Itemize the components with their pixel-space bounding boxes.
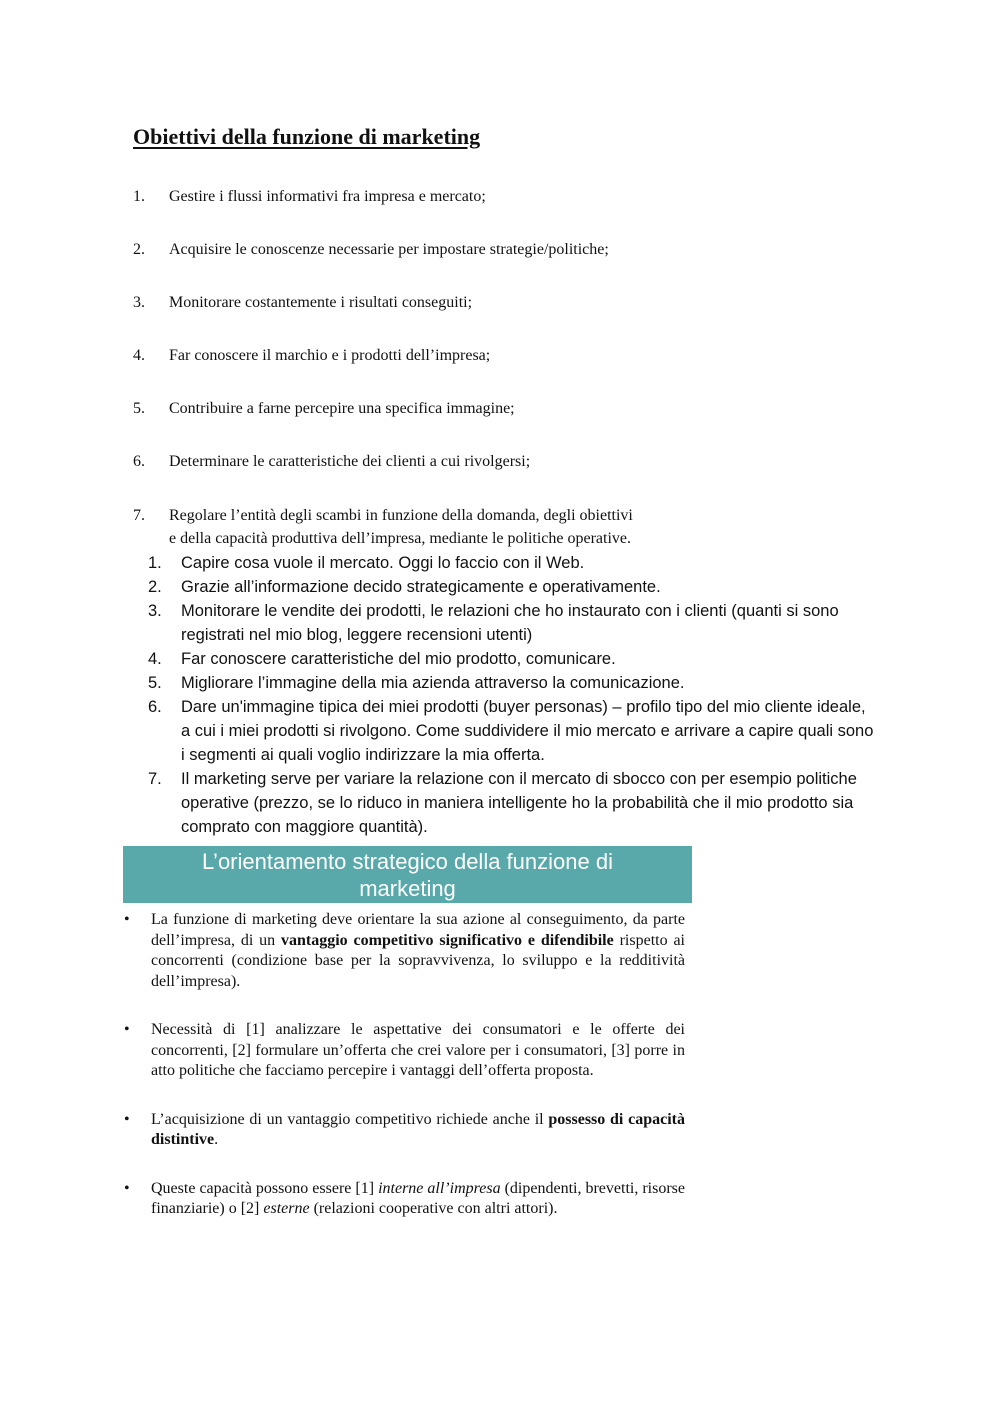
bullet-text: . xyxy=(214,1131,219,1148)
bullet-italic-text: interne all’impresa xyxy=(378,1179,501,1197)
objective-number: 6. xyxy=(133,453,145,470)
note-text: Migliorare l’immagine della mia azienda attraverso la comunicazione. xyxy=(181,674,685,692)
note-text: Grazie all’informazione decido strategicamente e operativamente. xyxy=(181,578,661,596)
bullet-item xyxy=(122,1179,685,1220)
note-item xyxy=(148,599,878,647)
objective-text: Gestire i flussi informativi fra impresa e mercato; xyxy=(169,188,486,205)
note-item xyxy=(148,575,878,599)
note-item xyxy=(148,671,878,695)
note-item xyxy=(148,551,878,575)
banner-title-line-1: L’orientamento strategico della funzione di xyxy=(202,849,613,874)
note-text: Dare un'immagine tipica dei miei prodotti (buyer personas) – profilo tipo del mio cliente ideale, a cui i miei prodotti si rivolgono. Come suddividere il mio mercato e arrivare a capire quali sono i segmenti ai quali voglio indirizzare la mia offerta. xyxy=(181,698,874,764)
objective-text: Acquisire le conoscenze necessarie per impostare strategie/politiche; xyxy=(169,241,609,258)
bullet-bold-text: vantaggio competitivo significativo e difendibile xyxy=(280,931,614,949)
note-number: 1. xyxy=(148,554,162,572)
bullet-item xyxy=(122,910,685,992)
note-number: 7. xyxy=(148,770,162,788)
objective-text-line-1: Regolare l’entità degli scambi in funzione della domanda, degli obiettivi xyxy=(169,507,633,524)
objective-number: 3. xyxy=(133,294,145,311)
bullet-list xyxy=(122,910,685,1248)
objective-item xyxy=(133,504,753,550)
objective-text: Monitorare costantemente i risultati conseguiti; xyxy=(169,294,473,311)
objective-number: 5. xyxy=(133,400,145,417)
note-number: 3. xyxy=(148,602,162,620)
bullet-text: Queste capacità possono essere [1] xyxy=(151,1179,379,1197)
note-text: Far conoscere caratteristiche del mio prodotto, comunicare. xyxy=(181,650,616,668)
objective-number: 7. xyxy=(133,507,145,524)
bullet-icon: • xyxy=(124,1179,130,1197)
note-text: Capire cosa vuole il mercato. Oggi lo faccio con il Web. xyxy=(181,554,585,572)
note-number: 5. xyxy=(148,674,162,692)
banner-title-line-2: marketing xyxy=(359,876,456,901)
note-item xyxy=(148,647,878,671)
bullet-bold-text: possesso di capacità distintive xyxy=(151,1110,685,1148)
bullet-text: (dipendenti, brevetti, risorse finanziarie) o [2] xyxy=(151,1179,686,1217)
note-text: Monitorare le vendite dei prodotti, le relazioni che ho instaurato con i clienti (quanti si sono registrati nel mio blog, leggere recensioni utenti) xyxy=(181,602,839,644)
bullet-text: L’acquisizione di un vantaggio competitivo richiede anche il xyxy=(151,1110,549,1128)
objective-text: Far conoscere il marchio e i prodotti dell’impresa; xyxy=(169,347,491,364)
bullet-icon: • xyxy=(124,1021,130,1038)
bullet-text: rispetto ai concorrenti (condizione base per la sopravvivenza, lo sviluppo e la redditività dell’impresa). xyxy=(151,931,685,990)
bullet-item xyxy=(122,1020,685,1082)
objective-number: 1. xyxy=(133,188,145,205)
note-number: 2. xyxy=(148,578,162,596)
note-number: 4. xyxy=(148,650,162,668)
objectives-list xyxy=(133,186,753,581)
bullet-item xyxy=(122,1110,685,1151)
objective-text: Contribuire a farne percepire una specifica immagine; xyxy=(169,400,515,417)
objective-number: 2. xyxy=(133,241,145,258)
objective-item xyxy=(133,398,753,420)
note-item xyxy=(148,767,878,839)
bullet-text: Necessità di [1] analizzare le aspettative dei consumatori e le offerte dei concorrenti, [2] formulare un’offerta che crei valore per i consumatori, [3] porre in atto politiche che facciamo percepire i vantaggi dell’offerta proposta. xyxy=(151,1021,685,1079)
objective-item xyxy=(133,345,753,367)
objective-item xyxy=(133,451,753,473)
note-item xyxy=(148,695,878,767)
section-banner xyxy=(123,846,692,903)
bullet-icon: • xyxy=(124,911,130,928)
notes-list xyxy=(148,551,878,839)
note-text: Il marketing serve per variare la relazione con il mercato di sbocco con per esempio politiche operative (prezzo, se lo riduco in maniera intelligente ho la probabilità che il mio prodotto sia comprato con maggiore quantità). xyxy=(181,770,857,836)
objective-item xyxy=(133,239,753,261)
objective-text-line-2: e della capacità produttiva dell’impresa, mediante le politiche operative. xyxy=(169,530,632,547)
note-number: 6. xyxy=(148,698,162,716)
bullet-icon: • xyxy=(124,1110,130,1128)
objective-item xyxy=(133,292,753,314)
bullet-text: La funzione di marketing deve orientare la sua azione al conseguimento, da parte dell’impresa, di un xyxy=(151,911,685,949)
section-title: Obiettivi della funzione di marketing xyxy=(133,124,481,149)
objective-number: 4. xyxy=(133,347,145,364)
bullet-italic-text: esterne xyxy=(263,1200,310,1217)
objective-item xyxy=(133,186,753,208)
objective-text: Determinare le caratteristiche dei clienti a cui rivolgersi; xyxy=(169,453,531,470)
bullet-text: (relazioni cooperative con altri attori). xyxy=(309,1200,558,1217)
